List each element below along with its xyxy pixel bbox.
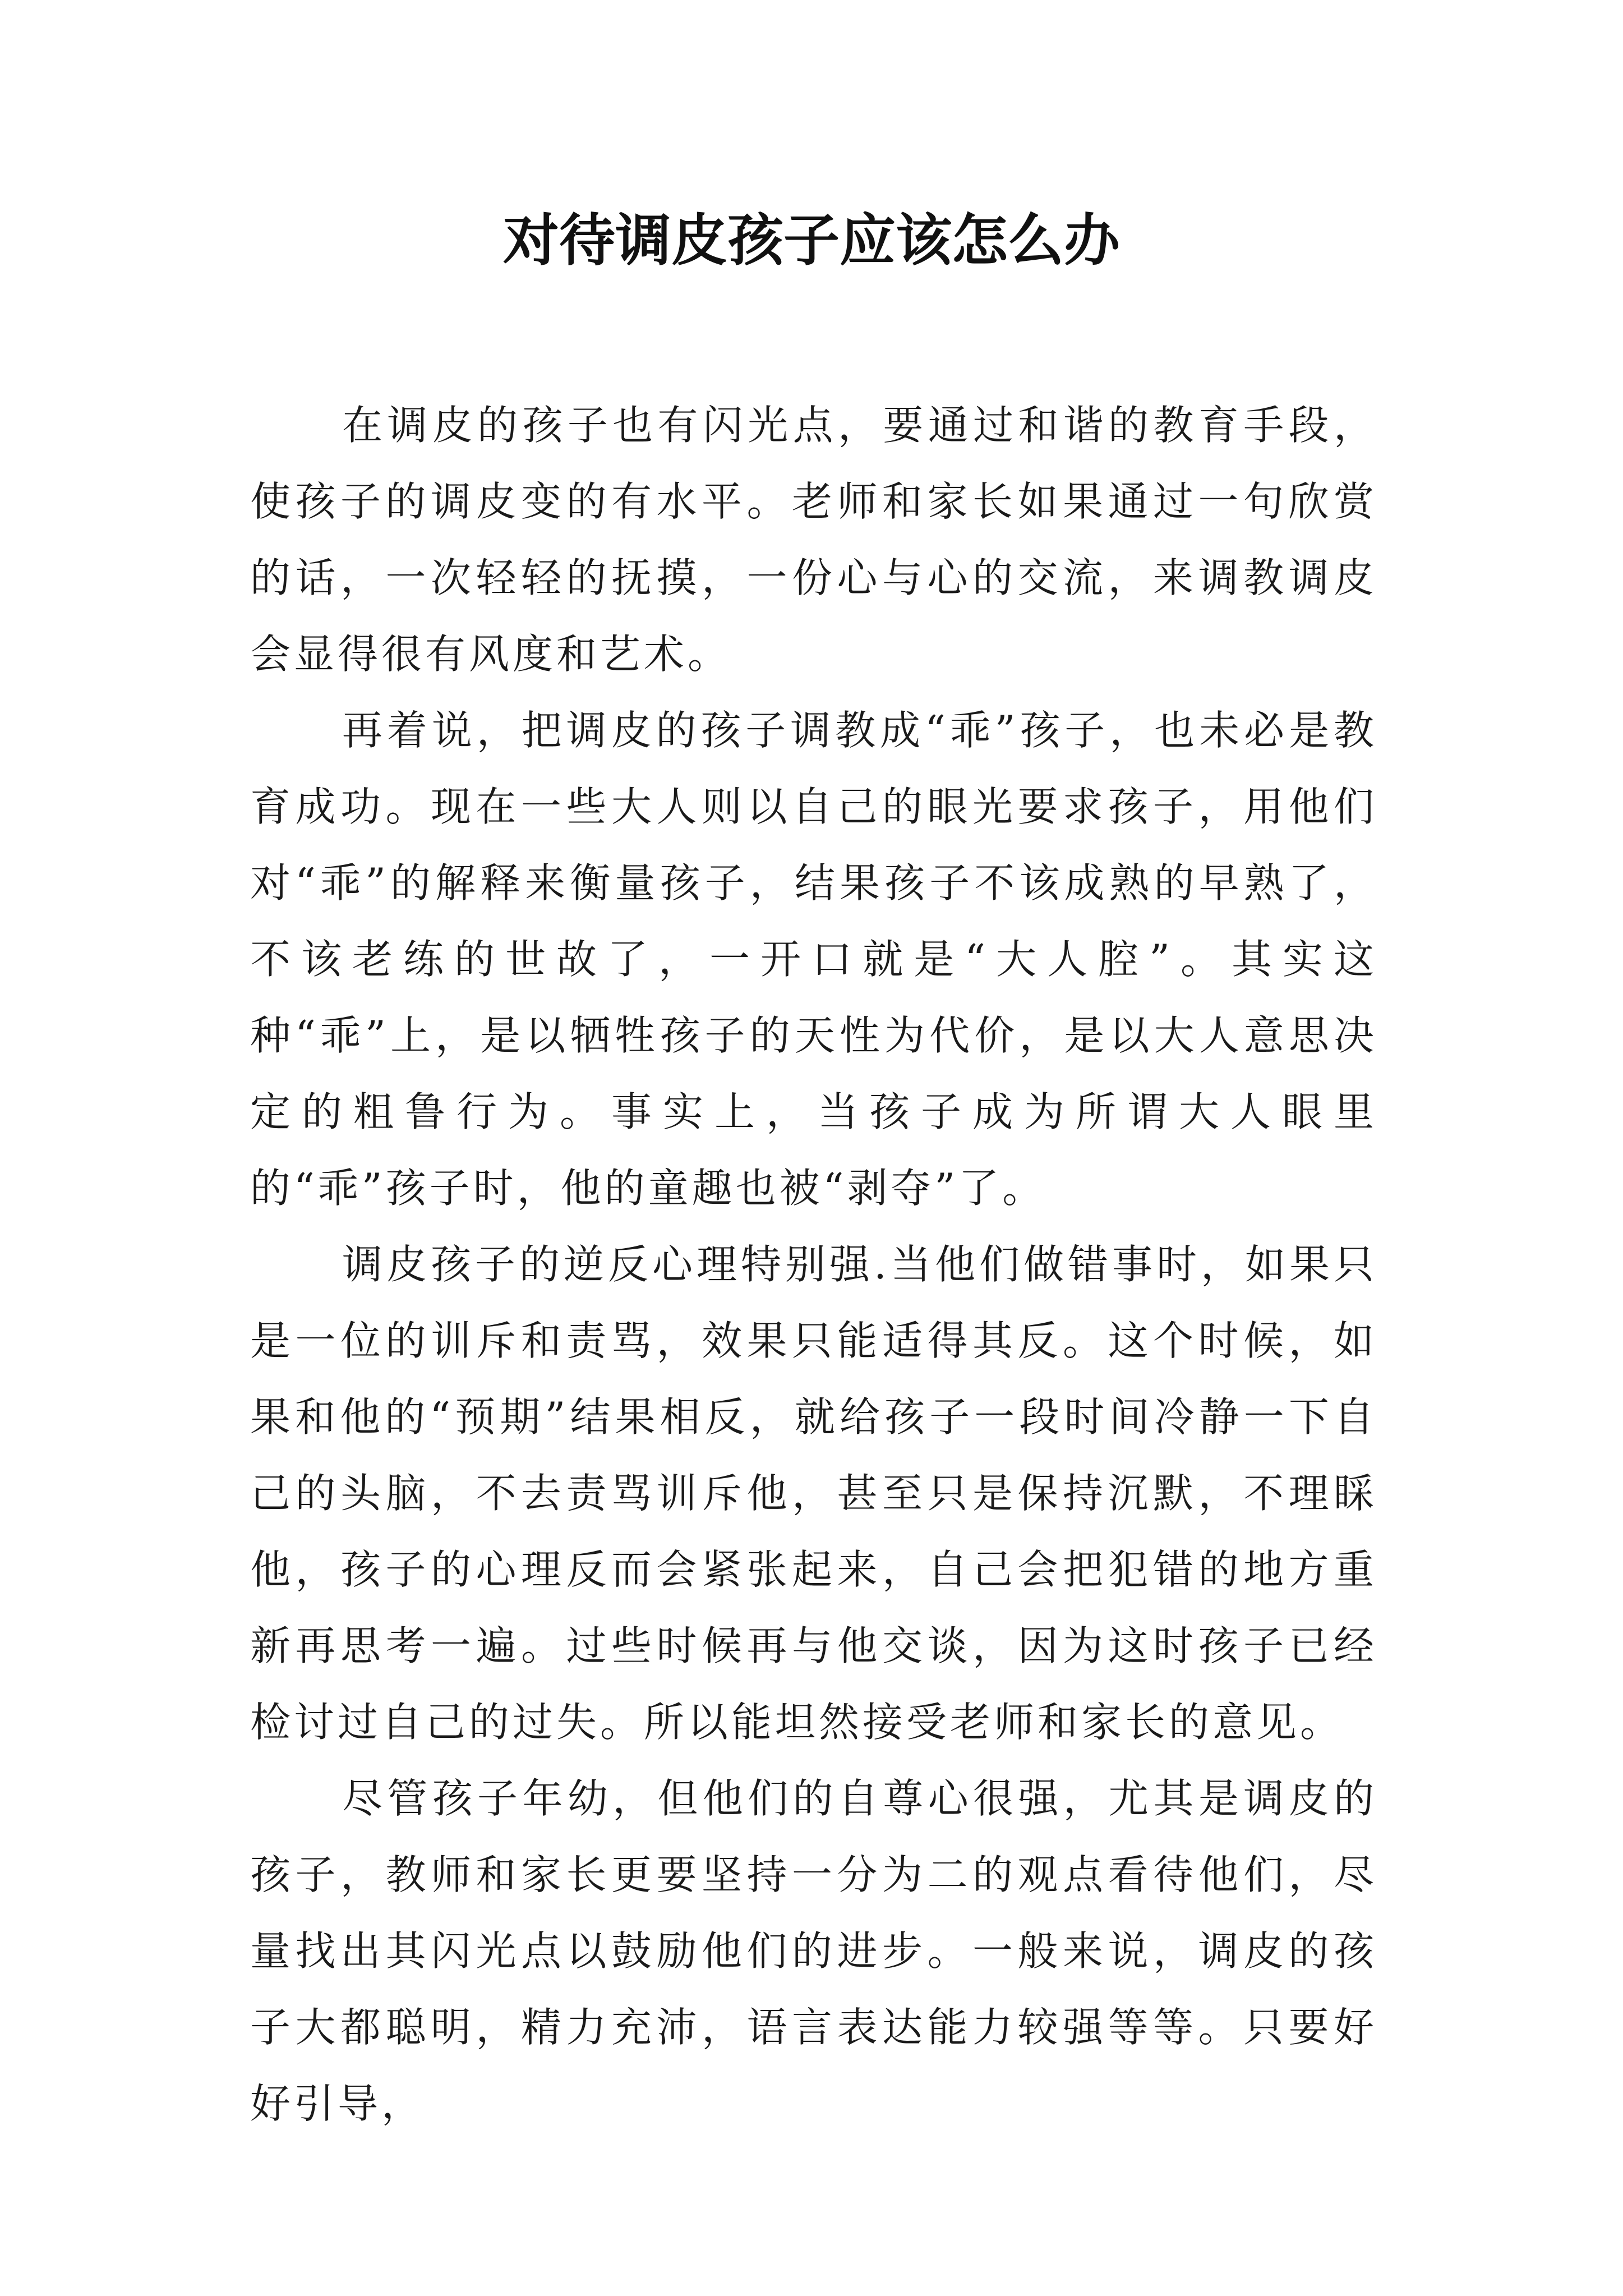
document-title: 对待调皮孩子应该怎么办 xyxy=(503,207,1120,273)
paragraph: 在调皮的孩子也有闪光点，要通过和谐的教育手段，使孩子的调皮变的有水平。老师和家长如果通过一句欣赏的话，一次轻轻的抚摸，一份心与心的交流，来调教调皮会显得很有风度和艺术。 xyxy=(250,402,1377,678)
paragraph: 再着说，把调皮的孩子调教成“乖”孩子，也未必是教育成功。现在一些大人则以自己的眼光要求孩子，用他们对“乖”的解释来衡量孩子，结果孩子不该成熟的早熟了，不该老练的世故了，一开口就是“大人腔”。其实这种“乖”上，是以牺牲孩子的天性为代价，是以大人意思决定的粗鲁行为。事实上，当孩子成为所谓大人眼里的“乖”孩子时，他的童趣也被“剥夺”了。 xyxy=(250,707,1377,1212)
document-body xyxy=(250,387,1377,2142)
paragraph: 尽管孩子年幼，但他们的自尊心很强，尤其是调皮的孩子，教师和家长更要坚持一分为二的观点看待他们，尽量找出其闪光点以鼓励他们的进步。一般来说，调皮的孩子大都聪明，精力充沛，语言表达能力较强等等。只要好好引导， xyxy=(250,1775,1377,2127)
paragraph: 调皮孩子的逆反心理特别强.当他们做错事时，如果只是一位的训斥和责骂，效果只能适得其反。这个时候，如果和他的“预期”结果相反，就给孩子一段时间冷静一下自己的头脑，不去责骂训斥他，甚至只是保持沉默，不理睬他，孩子的心理反而会紧张起来，自己会把犯错的地方重新再思考一遍。过些时候再与他交谈，因为这时孩子已经检讨过自己的过失。所以能坦然接受老师和家长的意见。 xyxy=(250,1241,1377,1746)
